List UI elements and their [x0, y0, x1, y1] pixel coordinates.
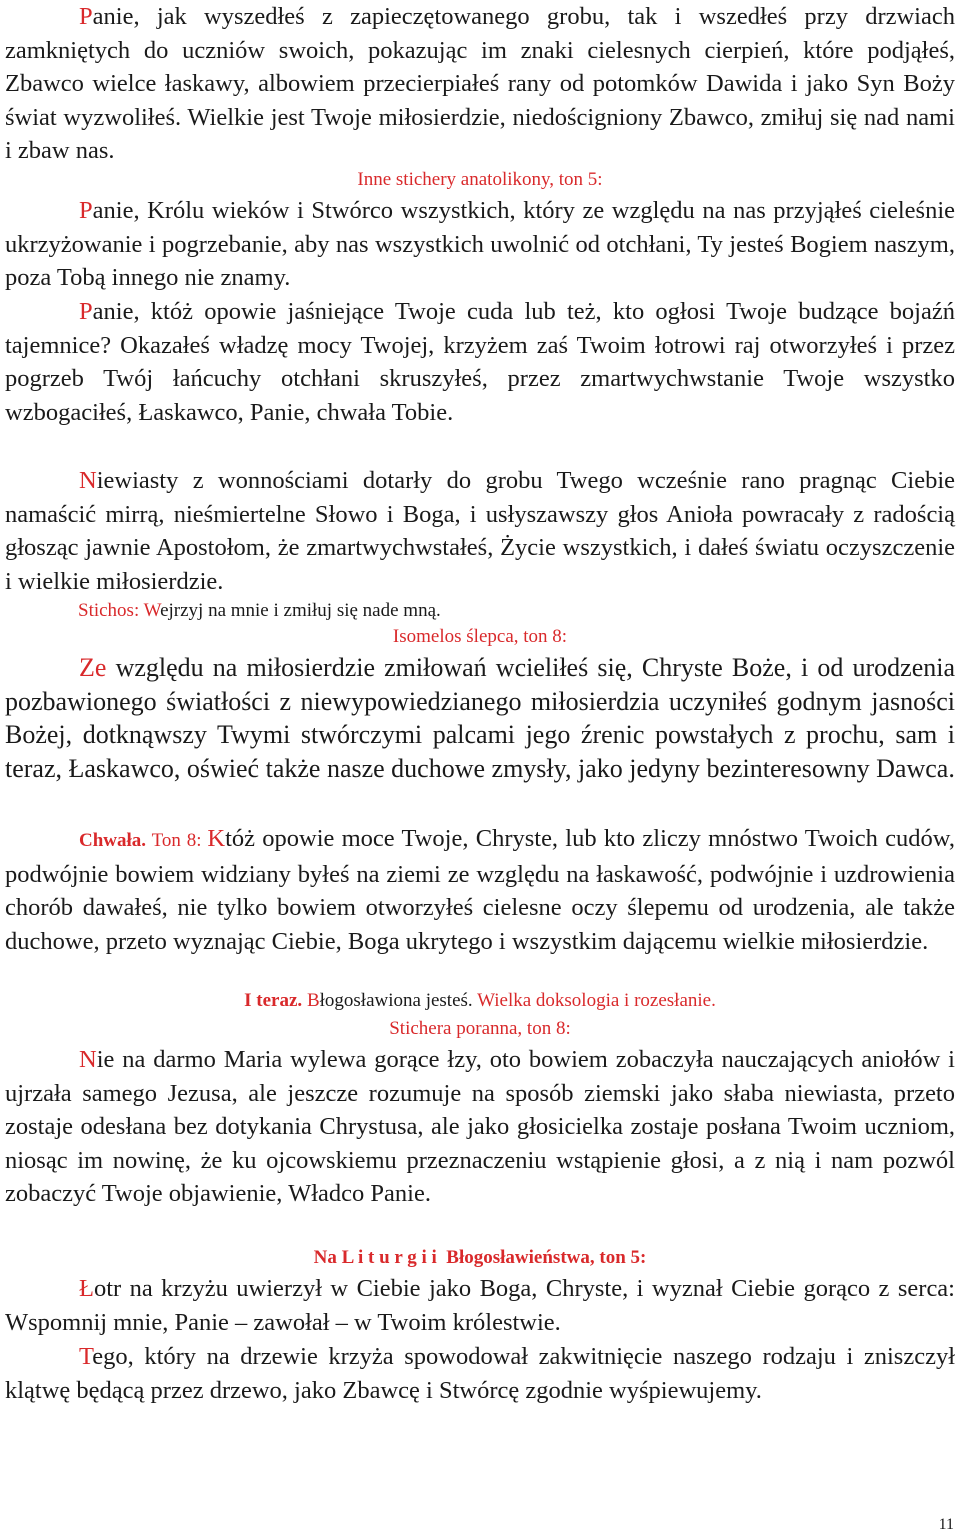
i-teraz-rubric: Wielka doksologia i rozesłanie.: [477, 990, 716, 1011]
section-heading-stichera-poranna: Stichera poranna, ton 8:: [389, 1018, 571, 1039]
paragraph-2: [5, 194, 955, 295]
initial-letter: N: [79, 467, 97, 494]
paragraph-text: anie, jak wyszedłeś z zapieczętowanego grobu, tak i wszedłeś przy drzwiach zamkniętych do uczniów swoich, pokazując im znaki cielesnych cierpień, które podjąłeś, Zbawco wielce łaskawy, albowiem przecierpiałeś rany od potomków Dawida i jako Syn Boży świat wyzwoliłeś. Wielkie jest Twoje miłosierdzie, niedościgniony Zbawco, zmiłuj się nad nami i zbaw nas.: [5, 3, 955, 164]
paragraph-text: ie na darmo Maria wylewa gorące łzy, oto bowiem zobaczyła nauczających aniołów i ujrzała samego Jezusa, ale jeszcze rozumuje na sposób ziemski jako słaba niewiasta, przeto zostaje odesłana bez dotykania Chrystusa, ale jako głosicielka zostaje posłana Twoim uczniom, niosąc im nowinę, że ku ojcowskiemu przeznaczeniu wstąpienie głosi, a z nią i nam pozwól zobaczyć Twoje objawienie, Władco Panie.: [5, 1046, 955, 1207]
initial-letter: N: [79, 1046, 97, 1073]
stichos-line: [78, 600, 441, 622]
paragraph-8: [5, 1340, 955, 1407]
i-teraz-line: [0, 990, 960, 1012]
section-heading-liturgia: Na L i t u r g i i Błogosławieństwa, ton 5:: [313, 1247, 647, 1268]
stichos-text: ejrzyj na mnie i zmiłuj się nade mną.: [160, 600, 441, 621]
stichos-initial: W: [143, 600, 161, 621]
paragraph-text: iewiasty z wonnościami dotarły do grobu Twego wcześnie rano pragnąc Ciebie namaścić mirrą, nieśmiertelne Słowo i Boga, i usłyszawszy głos Anioła powracały z radością głosząc jawnie Apostołom, że zmartwychwstałeś, Życie wszystkich, i dałeś światu oczyszczenie i wielkie miłosierdzie.: [5, 467, 955, 595]
paragraph-7: [5, 1272, 955, 1339]
paragraph-1: [5, 0, 955, 168]
paragraph-6: [5, 1043, 955, 1211]
initial-letter: P: [79, 3, 93, 30]
initial-letter: K: [207, 825, 226, 852]
i-teraz-initial: B: [302, 990, 320, 1011]
lead-chwala: Chwała.: [79, 830, 147, 851]
paragraph-chwala: [5, 822, 955, 958]
i-teraz-label: I teraz.: [244, 990, 303, 1011]
stichos-label: Stichos:: [78, 600, 144, 621]
initial-letter: Ł: [79, 1275, 94, 1302]
i-teraz-text: łogosławiona jesteś.: [319, 990, 478, 1011]
paragraph-text: względu na miłosierdzie zmiłowań wcieliłeś się, Chryste Boże, i od urodzenia pozbawionego światłości z niewypowiedzianego miłosierdzia uczyniłeś godnym jasności Bożej, dotknąwszy Twymi stwórczymi palcami jego źrenic powstałych z prochu, sam i teraz, Łaskawco, oświeć także nasze duchowe zmysły, jako jedyny bezinteresowny Dawca.: [5, 653, 955, 783]
paragraph-4: [5, 464, 955, 598]
section-heading-anatolikony: Inne stichery anatolikony, ton 5:: [357, 169, 603, 190]
paragraph-5: [5, 651, 955, 785]
section-heading-isomelos: Isomelos ślepca, ton 8:: [392, 626, 568, 647]
paragraph-text: ego, który na drzewie krzyża spowodował zakwitnięcie naszego rodzaju i zniszczył klątwę będącą przez drzewo, jako Zbawcę i Stwórcę zgodnie wyśpiewujemy.: [5, 1343, 955, 1404]
paragraph-text: otr na krzyżu uwierzył w Ciebie jako Boga, Chryste, i wyznał Ciebie gorąco z serca: Wspomnij mnie, Panie – zawołał – w Twoim królestwie.: [5, 1275, 955, 1336]
initial-letter: Ze: [79, 653, 107, 682]
paragraph-3: [5, 295, 955, 429]
lead-ton: Ton 8:: [146, 830, 208, 851]
initial-letter: T: [79, 1343, 93, 1370]
initial-letter: P: [79, 197, 93, 224]
paragraph-text: anie, Królu wieków i Stwórco wszystkich, który ze względu na nas przyjąłeś cieleśnie ukrzyżowanie i pogrzebanie, aby nas wszystkich uwolnić od otchłani, Ty jesteś Bogiem naszym, poza Tobą innego nie znamy.: [5, 197, 955, 291]
paragraph-text: tóż opowie moce Twoje, Chryste, lub kto zliczy mnóstwo Twoich cudów, podwójnie bowiem widziany byłeś na ziemi ze względu na łaskawość, podwójnie i uzdrowienia chorób dawałeś, nie tylko bowiem otworzyłeś cielesne oczy ślepemu od urodzenia, ale także duchowe, przeto wyznając Ciebie, Boga ukrytego i wszystkim dającemu wielkie miłosierdzie.: [5, 825, 955, 955]
initial-letter: P: [79, 298, 93, 325]
paragraph-text: anie, któż opowie jaśniejące Twoje cuda lub też, kto ogłosi Twoje budzące bojaźń tajemnice? Okazałeś władzę mocy Twojej, krzyżem zaś Twoim łotrowi raj otworzyłeś i przez pogrzeb Twój łańcuchy otchłani skruszyłeś, przez zmartwychwstanie Twoje wszystko wzbogaciłeś, Łaskawco, Panie, chwała Tobie.: [5, 298, 955, 426]
page-number: 11: [938, 1516, 954, 1533]
